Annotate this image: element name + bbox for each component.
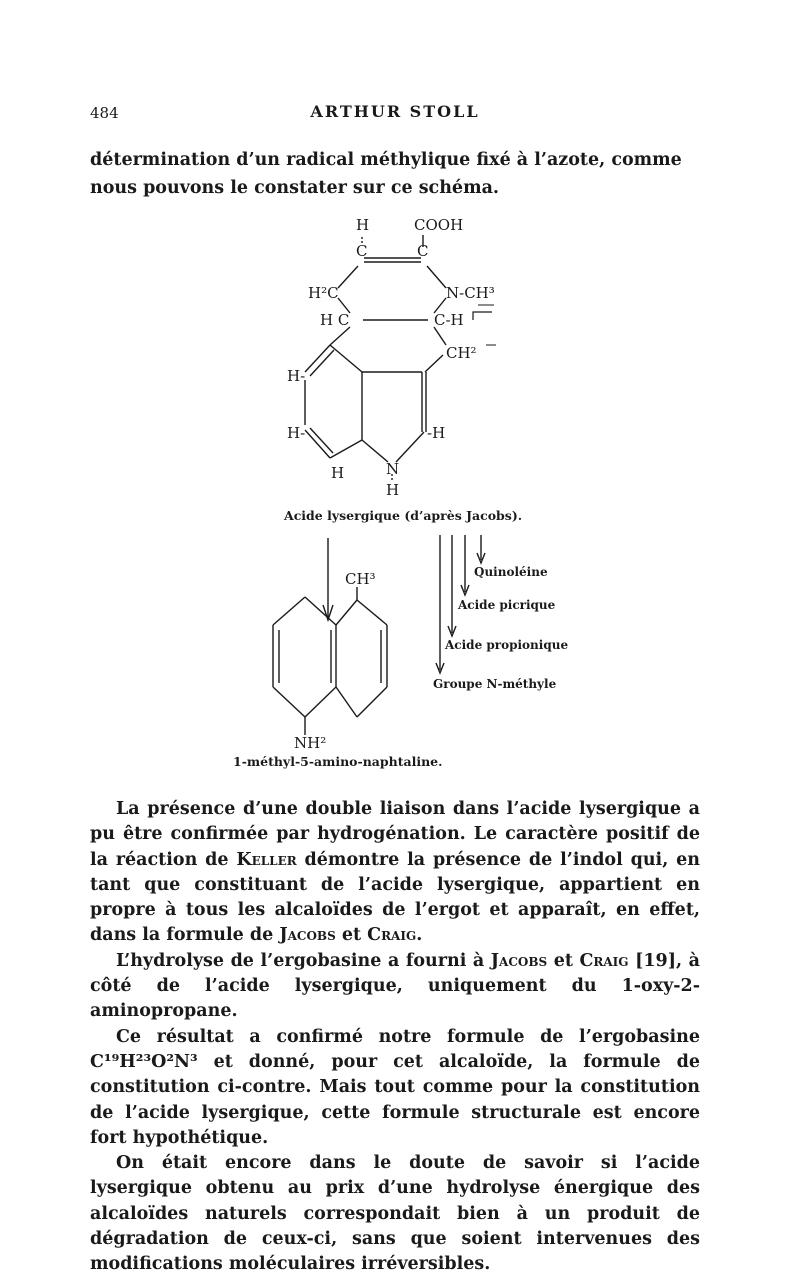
naph-left-5 [273,687,305,717]
label-c-h: C-H [434,311,464,329]
label-cooh: COOH [414,216,464,234]
caption-naphthalene: 1-méthyl-5-amino-naphtaline. [233,754,443,769]
label-n-bottom: N [386,460,400,478]
label-h-right: -H [427,424,446,442]
author-craig: Craig [367,925,417,946]
label-h-left-2: H- [287,424,306,442]
paragraph-2: L’hydrolyse de l’ergobasine a fourni à Jacobs et Craig [19], à côté de l’acide lysergique, uniquement du 1-oxy-2-aminopropane. [90,950,700,1022]
product-n-methyle: Groupe N-méthyle [433,677,557,691]
bond-hc-lower [330,327,350,345]
bond-benz-base [330,440,362,458]
author-jacobs-2: Jacobs [490,950,548,971]
paragraph-4: On était encore dans le doute de savoir si l’acide lysergique obtenu au prix d’une hydrolyse énergique des alcaloïdes naturels correspondait bien à un produit de dégradation de ceux-ci, sans que soient intervenues des modifications moléculaires irréversibles. [90,1153,700,1275]
label-hc: H C [320,311,350,329]
product-propionique: Acide propionique [445,638,569,652]
naph-right-1 [336,600,357,625]
paragraph-1: La présence d’une double liaison dans l’acide lysergique a pu être confirmée par hydrogénation. Le caractère positif de la réaction de Keller démontre la présence de l’indol qui, en tant que constituant de l’acide lysergique, appartient en propre à tous les alcaloïdes de l’ergot et apparaît, en effet, dans la formule de Jacobs et Craig. [90,799,700,946]
author-jacobs: Jacobs [279,925,336,946]
bond-ch2-ring [425,355,443,372]
bond-pyrrole-left [362,440,388,462]
author-keller: Keller [236,849,297,870]
label-h-bottom: H [331,464,345,482]
bond-benz-bottom [305,430,330,458]
naph-right-2 [357,600,387,625]
label-h-under-n: H [386,481,400,499]
bond-ch-ch2 [434,327,446,345]
bond-side-chain [473,312,492,320]
naph-left-1 [273,597,305,625]
naph-left-6 [305,687,336,717]
body-text [90,797,700,1278]
label-c2: C [417,242,429,260]
intro-text: détermination d’un radical méthylique fixé à l’azote, comme nous pouvons le constater sur ce schéma. [90,150,682,198]
label-ch2: CH² [446,344,477,362]
naph-right-5 [357,687,387,717]
caption-lysergic-text: Acide lysergique (d’après Jacobs). [284,508,523,523]
bond-c-nch3 [427,266,446,288]
label-naph-ch3: CH³ [345,570,376,588]
bond-c-h2c [338,266,358,288]
label-h-left-1: H- [287,367,306,385]
bond-middle-diag [330,345,362,372]
author-craig-2: Craig [579,950,629,971]
caption-lysergic [283,508,522,523]
naph-right-6 [336,687,357,717]
paragraph-3: Ce résultat a confirmé notre formule de l’ergobasine C¹⁹H²³O²N³ et donné, pour cet alcaloïde, la formule de constitution ci-contre. Mais tout comme pour la constitution de l’acide lysergique, cette formule structurale est encore fort hypothétique. [90,1026,700,1148]
bond-pyrrole-right [396,432,424,462]
product-quinoleine: Quinoléine [474,565,548,579]
label-naph-nh2: NH² [294,734,327,752]
label-h2c: H²C [308,284,339,302]
label-c1: C [356,242,368,260]
label-n-ch3: N-CH³ [446,284,495,302]
running-title: ARTHUR STOLL [310,102,480,121]
reference-19: [19] [635,950,677,971]
label-top-h: H [356,216,370,234]
product-picrique: Acide picrique [458,598,556,612]
page-number: 484 [90,104,119,122]
